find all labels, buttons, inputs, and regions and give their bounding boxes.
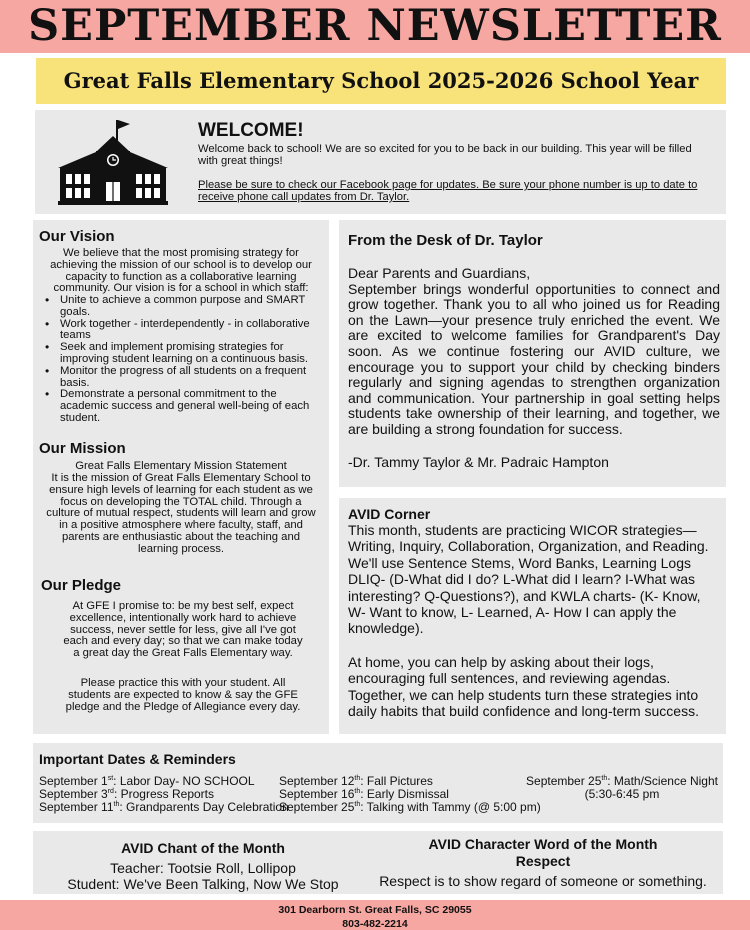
letter-greeting: Dear Parents and Guardians, bbox=[348, 265, 531, 281]
avid-home-paragraph: At home, you can help by asking about their logs, encouraging full sentences, and reviewing agendas. Together, we can help students turn these strategies into daily habits that build confidence and long-term success. bbox=[348, 654, 699, 720]
vision-intro: We believe that the most promising strategy for achieving the mission of our school is to develop our capacity to function as a collaborative learning community. Our vision is for a school in which staff: bbox=[50, 247, 312, 295]
list-item: September 25th: Math/Science Night bbox=[526, 774, 718, 788]
pledge-text: At GFE I promise to: be my best self, expect excellence, intentionally work hard to achieve success, never settle for less, give all I've got each and every day; so that we can make today a great day the Great Falls Elementary way. bbox=[63, 600, 303, 660]
vision-heading: Our Vision bbox=[39, 228, 115, 245]
chant-teacher-line: Teacher: Tootsie Roll, Lollipop bbox=[110, 860, 296, 876]
facebook-update-link[interactable]: Please be sure to check our Facebook page for updates. Be sure your phone number is up to date to receive phone call updates from Dr. Taylor. bbox=[198, 179, 698, 203]
list-item: September 16th: Early Dismissal bbox=[279, 787, 449, 801]
welcome-panel bbox=[35, 110, 726, 214]
character-word-section bbox=[363, 836, 723, 889]
newsletter-title: SEPTEMBER NEWSLETTER bbox=[28, 1, 722, 51]
chant-student-line: Student: We've Been Talking, Now We Stop bbox=[67, 876, 339, 892]
mission-statement: It is the mission of Great Falls Elementary School to ensure high levels of learning for each student as we focus on developing the TOTAL child. Through a culture of mutual respect, students will learn and grow in a positive atmosphere where faculty, staff, and parents are enthusiastic about the teaching and learning process. bbox=[46, 472, 316, 555]
dates-column-3 bbox=[526, 775, 718, 801]
character-definition: Respect is to show regard of someone or something. bbox=[379, 873, 707, 889]
school-building-icon bbox=[58, 118, 168, 208]
event-time: (5:30-6:45 pm bbox=[584, 787, 660, 801]
principal-letter bbox=[348, 266, 720, 438]
letter-body: September brings wonderful opportunities to connect and grow together. Thank you to all who joined us for Reading on the Lawn—your presence truly enriched the event. We are excited to welcome families for Grandparent's Day soon. As we continue fostering our AVID culture, we encourage you to support your child by checking binders regularly and signing agendas to strengthen organization and communication. Your partnership in goal setting helps students take ownership of their learning, and together, we are building a strong foundation for success. bbox=[348, 280, 720, 437]
desk-heading: From the Desk of Dr. Taylor bbox=[348, 232, 543, 249]
pledge-note: Please practice this with your student. All students are expected to know & say the GFE pledge and the Pledge of Allegiance every day. bbox=[65, 677, 301, 713]
pledge-heading: Our Pledge bbox=[41, 577, 122, 594]
mission-heading: Our Mission bbox=[39, 440, 126, 457]
list-item: September 1st: Labor Day- NO SCHOOL bbox=[39, 774, 255, 788]
list-item: September 12th: Fall Pictures bbox=[279, 774, 433, 788]
list-item: • Demonstrate a personal commitment to the academic success and general well-being of each student. bbox=[41, 389, 325, 424]
school-address: 301 Dearborn St. Great Falls, SC 29055 bbox=[278, 904, 472, 916]
welcome-heading: WELCOME! bbox=[198, 120, 304, 141]
vision-list bbox=[41, 295, 325, 425]
school-year-banner: Great Falls Elementary School 2025-2026 School Year bbox=[36, 58, 726, 104]
character-heading: AVID Character Word of the Month bbox=[428, 836, 658, 852]
important-dates-panel bbox=[33, 743, 723, 823]
chant-heading: AVID Chant of the Month bbox=[121, 840, 285, 856]
list-item: • Unite to achieve a common purpose and SMART goals. bbox=[41, 295, 325, 319]
letter-signature: -Dr. Tammy Taylor & Mr. Padraic Hampton bbox=[348, 454, 609, 470]
list-item: September 11th: Grandparents Day Celebration bbox=[39, 800, 289, 814]
dates-column-2 bbox=[279, 775, 541, 814]
list-item: • Seek and implement promising strategies for improving student learning on a continuous basis. bbox=[41, 342, 325, 366]
dates-heading: Important Dates & Reminders bbox=[39, 751, 236, 767]
avid-corner-heading: AVID Corner bbox=[348, 506, 431, 522]
character-word: Respect bbox=[515, 853, 571, 869]
principal-letter-panel bbox=[339, 220, 726, 487]
mission-statement-title: Great Falls Elementary Mission Statement bbox=[75, 460, 287, 472]
avid-chant-section bbox=[33, 840, 373, 892]
welcome-message: Welcome back to school! We are so excited for you to be back in our building. This year will be filled with great things! bbox=[198, 143, 692, 167]
avid-wicor-paragraph: This month, students are practicing WICOR strategies—Writing, Inquiry, Collaboration, Organization, and Reading. We'll use Sentence Stems, Word Banks, Learning Logs DLIQ- (D-What did I do? L-What did I learn? I-What was interesting? Q-Questions?), and KWLA charts- (K- Know, W- Want to know, L- Learned, A- How I can apply the knowledge). bbox=[348, 522, 709, 637]
avid-chant-character-panel bbox=[33, 831, 723, 894]
vision-mission-pledge-panel bbox=[33, 220, 329, 734]
dates-column-1 bbox=[39, 775, 289, 814]
avid-corner-panel bbox=[339, 498, 726, 734]
list-item: September 25th: Talking with Tammy (@ 5:00 pm) bbox=[279, 800, 541, 814]
list-item: • Monitor the progress of all students on a frequent basis. bbox=[41, 366, 325, 390]
footer-contact bbox=[0, 903, 750, 930]
list-item: • Work together - interdependently - in collaborative teams bbox=[41, 319, 325, 343]
school-phone: 803-482-2214 bbox=[342, 918, 408, 930]
list-item: September 3rd: Progress Reports bbox=[39, 787, 214, 801]
